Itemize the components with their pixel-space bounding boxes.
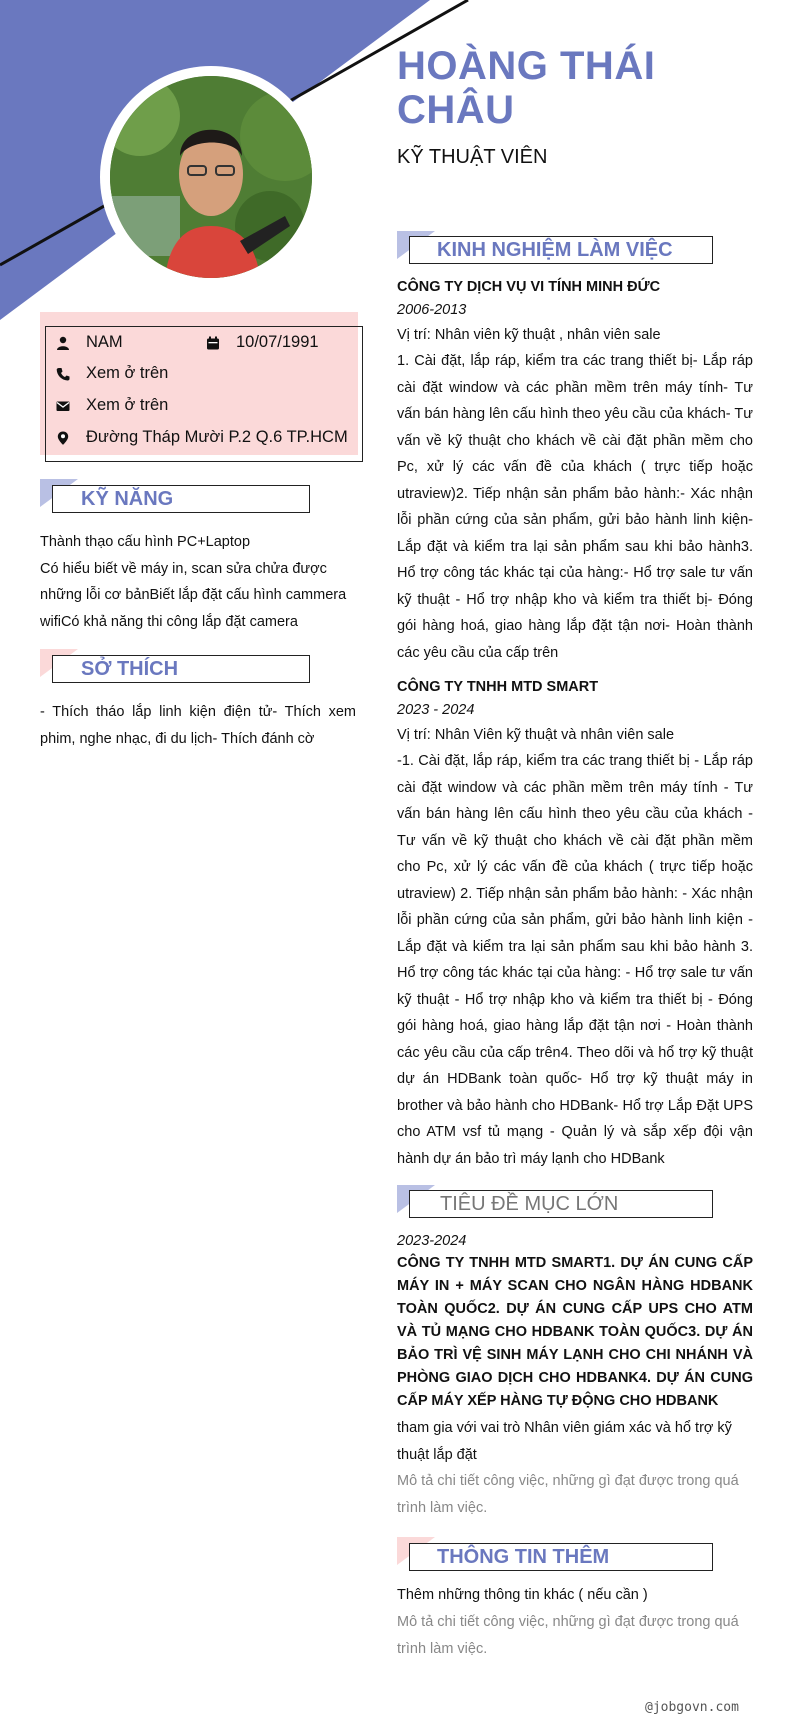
job-2-company: CÔNG TY TNHH MTD SMART (397, 679, 599, 695)
address-row (56, 428, 348, 447)
job-1-description: 1. Cài đặt, lắp ráp, kiểm tra các trang thiết bị- Lắp ráp cài đặt window và các phần mềm trên máy tính- Tư vấn bán hàng lên cấu hình theo yêu cầu của khách- Tư vấn về kỹ thuật cho khách về cài đặt phần mềm cho Pc, xử lý các vấn đề của khách ( trực tiếp hoặc utraview)2. Tiếp nhận sản phẩm bảo hành:- Xác nhận lỗi phần cứng của sản phẩm, gửi bảo hành linh kiện- Lắp đặt và kiểm tra lại sản phẩm sau khi bảo hành3. Hổ trợ công tác khác tại của hàng:- Hổ trợ sale tư vấn kỹ thuật - Hổ trợ nhập kho và kiểm tra thiết bị- Đóng gói hàng hoá, giao hàng lắp đặt tận nơi- Hoàn thành các yêu cầu của cấp trên (397, 353, 753, 661)
email-value: Xem ở trên (86, 396, 169, 414)
address-value: Đường Tháp Mười P.2 Q.6 TP.HCM (86, 428, 348, 446)
phone-value: Xem ở trên (86, 364, 169, 382)
name-line-1: HOÀNG THÁI (397, 44, 656, 88)
projects-placeholder: Mô tả chi tiết công việc, những gì đạt được trong quá trình làm việc. (397, 1473, 739, 1516)
profile-photo (110, 76, 312, 278)
job-1-period: 2006-2013 (397, 302, 467, 318)
projects-period: 2023-2024 (397, 1233, 467, 1249)
gender-row (56, 333, 123, 352)
skills-title: KỸ NĂNG (52, 485, 310, 513)
job-2-description: -1. Cài đặt, lắp ráp, kiểm tra các trang thiết bị - Lắp ráp cài đặt window và các phần mềm trên máy tính - Tư vấn bán hàng lên cấu hình theo yêu cầu của khách - Tư vấn về kỹ thuật cho khách về cài đặt phần mềm cho Pc, xử lý các vấn đề của khách ( trực tiếp hoặc utraview) 2. Tiếp nhận sản phẩm bảo hành: - Xác nhận lỗi phần cứng của sản phẩm, gửi bảo hành linh kiện - Lắp đặt và kiểm tra lại sản phẩm sau khi bảo hành 3. Hổ trợ công tác khác tại của hàng: - Hổ trợ sale tư vấn kỹ thuật - Hổ trợ nhập kho và kiểm tra thiết bị - Đóng gói hàng hoá, giao hàng lắp đặt tận nơi - Hoàn thành các yêu cầu của cấp trên4. Theo dõi và hổ trợ kỹ thuật dự án HDBank toàn quốc- Hổ trợ kỹ thuật máy in brother và bảo hành cho HDBank- Hổ trợ Lắp Đặt UPS cho ATM vsf tủ mạng - Quản lý và sắp xếp đội vận hành dự án bảo trì máy lạnh cho HDBank (397, 753, 753, 1167)
calendar-icon (206, 336, 220, 350)
job-2-position: Vị trí: Nhân Viên kỹ thuật và nhân viên sale (397, 727, 675, 743)
extra-placeholder: Mô tả chi tiết công việc, những gì đạt được trong quá trình làm việc. (397, 1614, 739, 1657)
extra-title: THÔNG TIN THÊM (409, 1543, 713, 1571)
profile-photo-frame (100, 66, 322, 288)
gender-value: NAM (86, 333, 123, 351)
watermark: @jobgovn.com (645, 1700, 739, 1715)
extra-text: Thêm những thông tin khác ( nếu cần ) (397, 1587, 648, 1603)
skills-text: Thành thạo cấu hình PC+Laptop Có hiểu biết về máy in, scan sửa chửa được những lỗi cơ bảnBiết lắp đặt cấu hình cammera wifiCó khả năng thi công lắp đặt camera (40, 534, 347, 630)
user-icon (56, 336, 70, 350)
phone-row (56, 364, 168, 383)
personal-info-box (45, 326, 363, 462)
hobbies-text: - Thích tháo lắp linh kiện điện tử- Thích xem phim, nghe nhạc, đi du lịch- Thích đánh cờ (40, 704, 356, 747)
experience-title: KINH NGHIỆM LÀM VIỆC (409, 236, 713, 264)
birthdate-value: 10/07/1991 (236, 333, 319, 351)
birthdate-row (206, 333, 319, 352)
name-line-2: CHÂU (397, 88, 515, 132)
job-1-company: CÔNG TY DỊCH VỤ VI TÍNH MINH ĐỨC (397, 279, 661, 295)
location-pin-icon (56, 431, 70, 445)
mail-icon (56, 399, 70, 413)
job-title: KỸ THUẬT VIÊN (397, 146, 548, 168)
candidate-name (397, 44, 757, 132)
job-1-position: Vị trí: Nhân viên kỹ thuật , nhân viên sale (397, 327, 661, 343)
projects-role: tham gia với vai trò Nhân viên giám xác và hổ trợ kỹ thuật lắp đặt (397, 1420, 732, 1463)
email-row (56, 396, 168, 415)
phone-icon (56, 367, 70, 381)
projects-title: TIÊU ĐỀ MỤC LỚN (409, 1190, 713, 1218)
hobbies-title: SỞ THÍCH (52, 655, 310, 683)
job-2-period: 2023 - 2024 (397, 702, 475, 718)
projects-heading: CÔNG TY TNHH MTD SMART1. DỰ ÁN CUNG CẤP MÁY IN + MÁY SCAN CHO NGÂN HÀNG HDBANK TOÀN QUỐC2. DỰ ÁN CUNG CẤP UPS CHO ATM VÀ TỦ MẠNG CHO HDBANK TOÀN QUỐC3. DỰ ÁN BẢO TRÌ VỆ SINH MÁY LẠNH CHO CHI NHÁNH VÀ PHÒNG GIAO DỊCH CHO HDBANK4. DỰ ÁN CUNG CẤP MÁY XẾP HÀNG TỰ ĐỘNG CHO HDBANK (397, 1255, 753, 1409)
